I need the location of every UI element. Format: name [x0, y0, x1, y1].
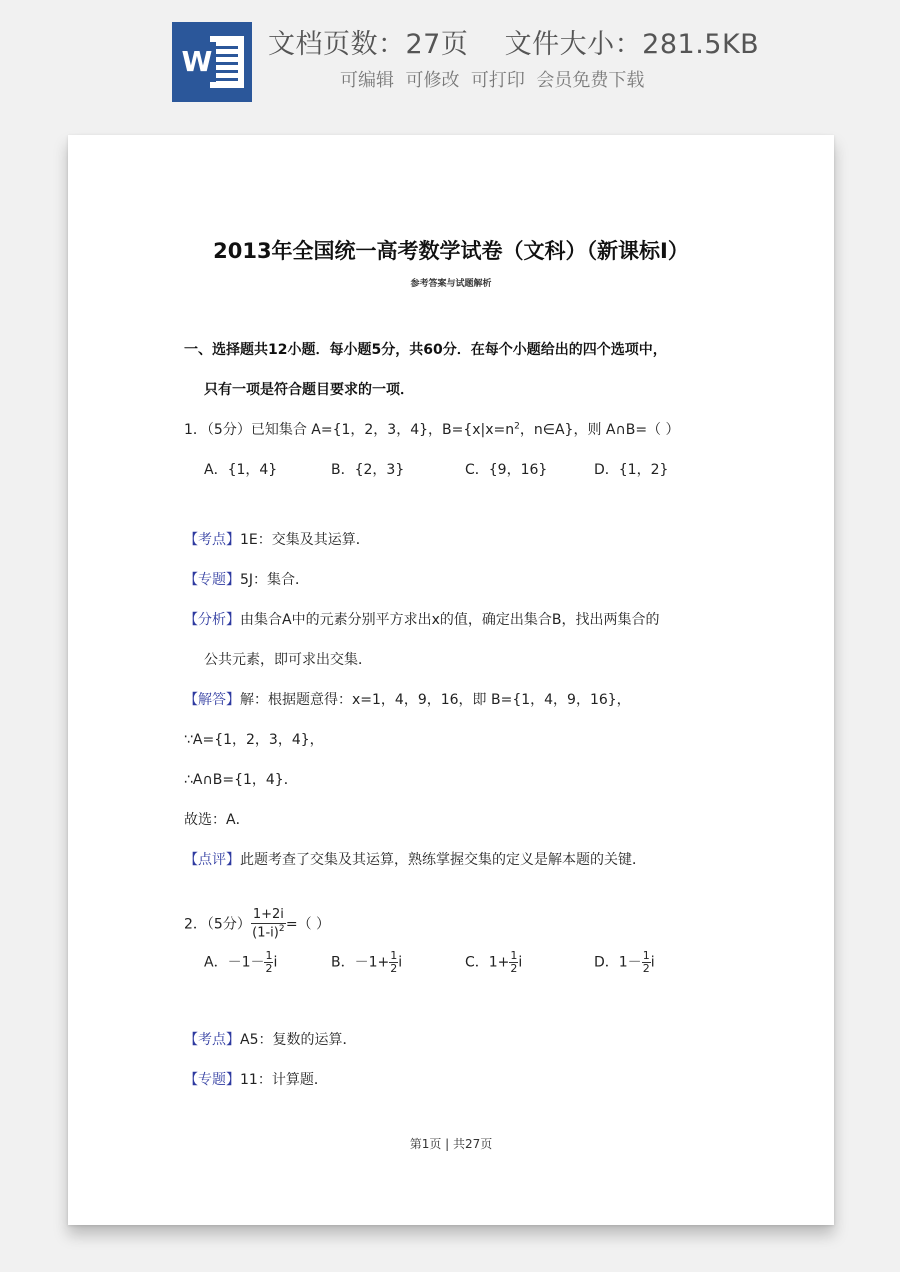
q1-option-a: A．{1，4}	[204, 462, 278, 478]
q1-kaodian: 【考点】1E：交集及其运算．	[184, 532, 370, 548]
q1-option-b: B．{2，3}	[331, 462, 405, 478]
q2-fraction: $\frac{1+2i}{(1-i)^2}$	[252, 907, 285, 941]
file-features: 可编辑 可修改 可打印 会员免费下载	[340, 70, 645, 91]
page-footer: 第1页 | 共27页	[409, 1137, 493, 1151]
word-w-letter: W	[178, 42, 216, 82]
q2-stem: 2．（5分） $\frac{1+2i}{(1-i)^2}$ =（ ）	[184, 907, 331, 941]
q2-option-b: B．－1+ $\frac{1}{2}$ i	[331, 949, 403, 976]
q1-fenxi: 【分析】由集合A中的元素分别平方求出x的值，确定出集合B，找出两集合的	[184, 612, 660, 628]
q1-jieda: 【解答】解：根据题意得：x=1，4，9，16，即 B={1，4，9，16}，	[184, 692, 631, 708]
word-app-icon	[172, 22, 252, 102]
q1-dianping: 【点评】此题考查了交集及其运算，熟练掌握交集的定义是解本题的关键．	[184, 852, 646, 868]
q2-option-d: D．1－ $\frac{1}{2}$ i	[594, 949, 655, 976]
q1-fenxi-cont: 公共元素，即可求出交集．	[204, 652, 372, 668]
doc-title: 2013年全国统一高考数学试卷（文科）（新课标Ⅰ）	[213, 239, 689, 263]
q1-because-line: ∵A={1，2，3，4}，	[184, 732, 324, 748]
q1-answer-line: 故选：A．	[184, 812, 250, 828]
q1-option-d: D．{1，2}	[594, 462, 669, 478]
q1-stem: 1．（5分）已知集合 A={1，2，3，4}，$B=\{x|x=n^2$，n∈A}，则 A∩B=（ ）	[184, 421, 680, 438]
q2-option-c: C．1+ $\frac{1}{2}$ i	[465, 949, 523, 976]
q1-therefore-line: ∴A∩B={1，4}．	[184, 772, 298, 788]
q1-zhuanti: 【专题】5J：集合．	[184, 572, 310, 588]
q1-option-c: C．{9，16}	[465, 462, 548, 478]
section-heading: 一、选择题共12小题．每小题5分，共60分．在每个小题给出的四个选项中，	[184, 342, 667, 358]
doc-subtitle: 参考答案与试题解析	[410, 279, 492, 289]
file-info-title: 文档页数：27页 文件大小：281.5KB	[268, 29, 760, 60]
q2-option-a: A．－1－ $\frac{1}{2}$ i	[204, 949, 278, 976]
document-page	[68, 135, 834, 1225]
q2-zhuanti: 【专题】11：计算题．	[184, 1072, 328, 1088]
q2-kaodian: 【考点】A5：复数的运算．	[184, 1032, 357, 1048]
section-heading-cont: 只有一项是符合题目要求的一项．	[204, 382, 414, 398]
